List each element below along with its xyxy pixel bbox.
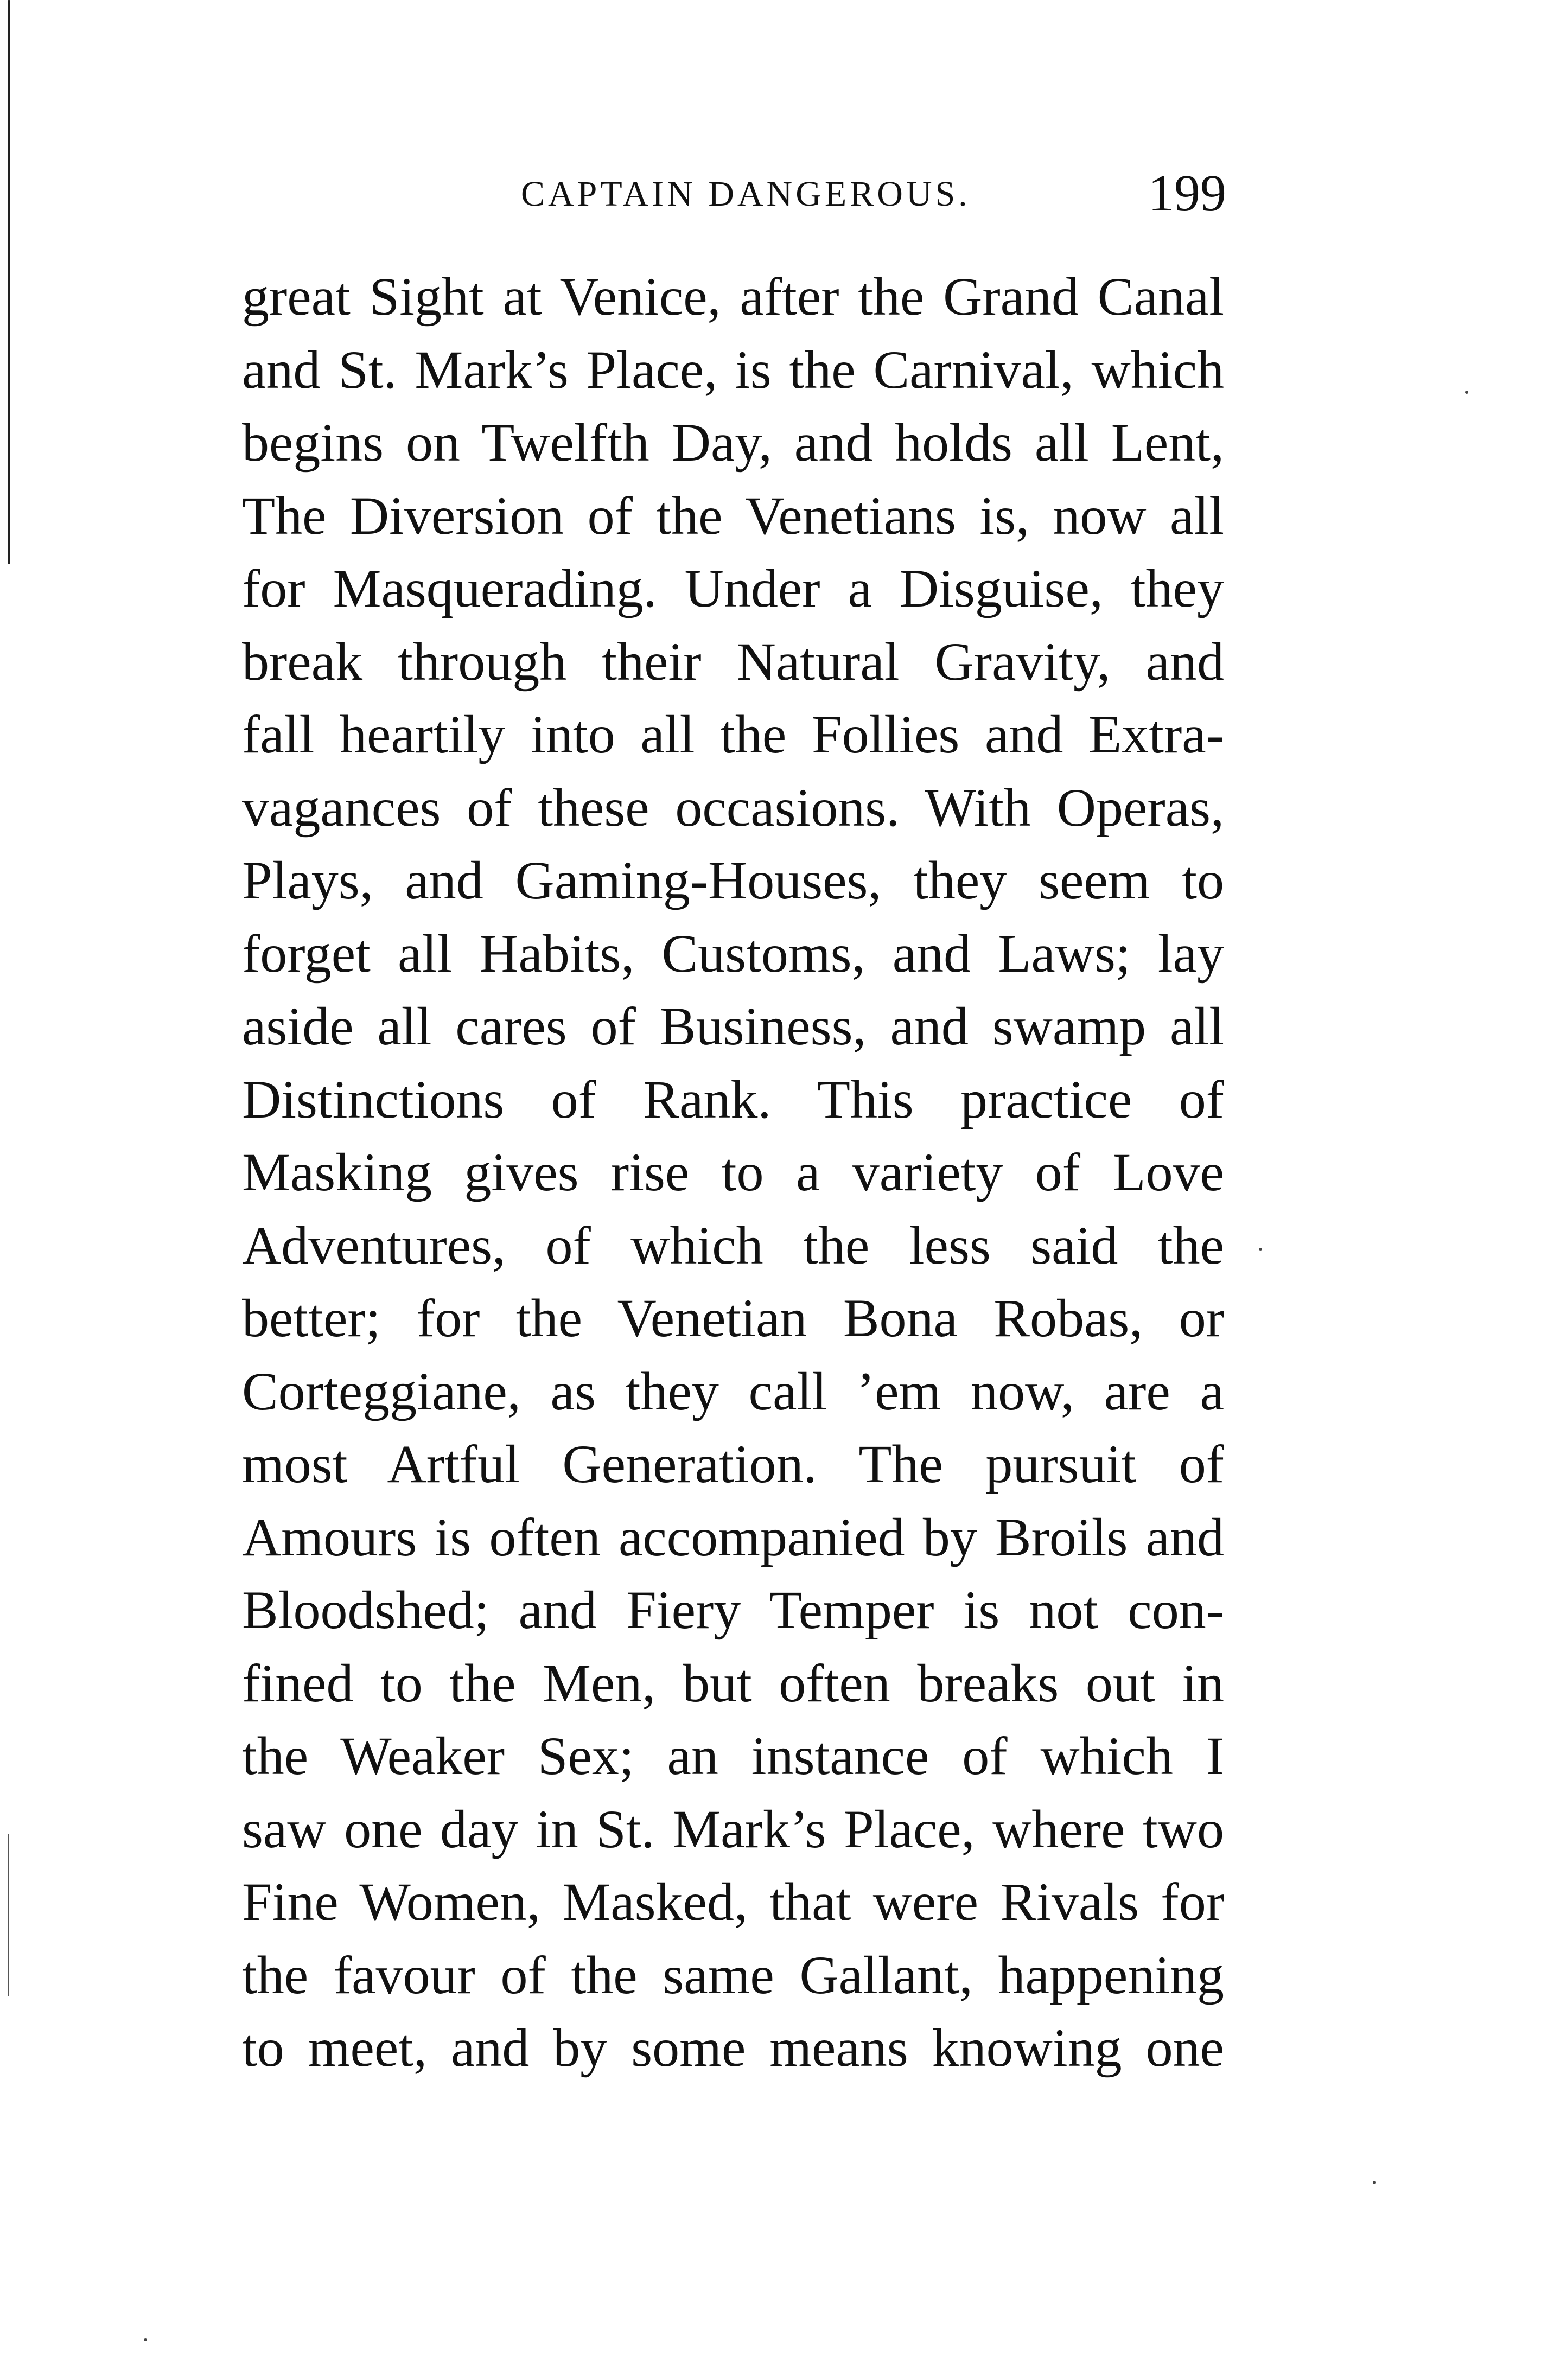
running-head xyxy=(239,163,1226,222)
text-line: begins on Twelfth Day, and holds all Lent, xyxy=(242,412,1224,473)
text-line: and St. Mark’s Place, is the Carnival, which xyxy=(242,339,1224,400)
text-line: fall heartily into all the Follies and Extra- xyxy=(242,704,1224,764)
scan-speck xyxy=(1373,2181,1376,2184)
page-edge-mark xyxy=(8,0,10,564)
text-line: Distinctions of Rank. This practice of xyxy=(242,1069,1224,1130)
page-number: 199 xyxy=(1148,164,1226,222)
text-line: saw one day in St. Mark’s Place, where two xyxy=(242,1798,1224,1859)
text-line: better; for the Venetian Bona Robas, or xyxy=(242,1288,1224,1348)
running-title: CAPTAIN DANGEROUS. xyxy=(521,174,971,214)
text-line: aside all cares of Business, and swamp all xyxy=(242,996,1224,1056)
text-line: The Diversion of the Venetians is, now all xyxy=(242,485,1224,546)
text-line: Masking gives rise to a variety of Love xyxy=(242,1142,1224,1202)
text-line: the favour of the same Gallant, happening xyxy=(242,1944,1224,2005)
text-line: Amours is often accompanied by Broils and xyxy=(242,1507,1224,1567)
text-line: fined to the Men, but often breaks out in xyxy=(242,1652,1224,1713)
text-line: Bloodshed; and Fiery Temper is not con- xyxy=(242,1580,1224,1640)
page-edge-mark xyxy=(8,1834,9,1996)
text-line: most Artful Generation. The pursuit of xyxy=(242,1434,1224,1494)
text-line: Adventures, of which the less said the xyxy=(242,1215,1224,1275)
text-line: for Masquerading. Under a Disguise, they xyxy=(242,558,1224,618)
scan-speck xyxy=(144,2338,147,2341)
text-line: vagances of these occasions. With Operas, xyxy=(242,777,1224,838)
text-line: break through their Natural Gravity, and xyxy=(242,631,1224,692)
text-line: Corteggiane, as they call ’em now, are a xyxy=(242,1361,1224,1421)
body-text xyxy=(242,260,1224,2085)
text-line: Fine Women, Masked, that were Rivals for xyxy=(242,1872,1224,1932)
text-line: Plays, and Gaming-Houses, they seem to xyxy=(242,850,1224,910)
text-line: forget all Habits, Customs, and Laws; lay xyxy=(242,923,1224,984)
scan-speck xyxy=(1465,391,1468,394)
text-line: the Weaker Sex; an instance of which I xyxy=(242,1726,1224,1786)
text-line: to meet, and by some means knowing one xyxy=(242,2018,1224,2078)
text-line: great Sight at Venice, after the Grand Canal xyxy=(242,266,1224,327)
scan-speck xyxy=(1259,1248,1262,1251)
